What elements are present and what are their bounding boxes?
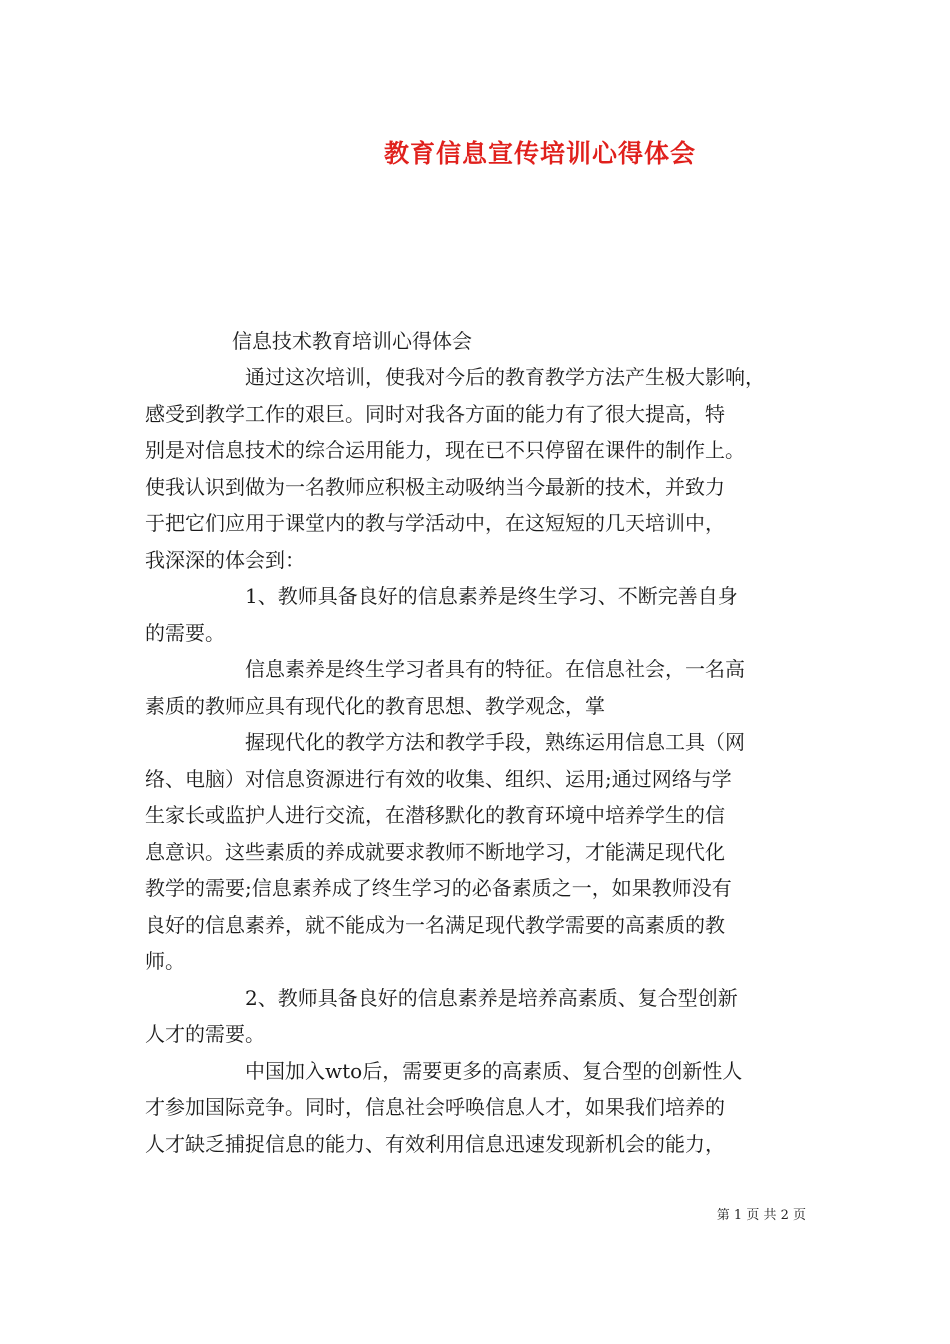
document-subtitle: 信息技术教育培训心得体会	[232, 329, 472, 353]
body-line: 于把它们应用于课堂内的教与学活动中，在这短短的几天培训中，	[145, 511, 725, 535]
body-line: 握现代化的教学方法和教学手段，熟练运用信息工具（网	[245, 730, 745, 754]
page-number: 第 1 页 共 2 页	[716, 1208, 806, 1223]
body-line: 中国加入wto后，需要更多的高素质、复合型的创新性人	[245, 1058, 743, 1083]
document-title: 教育信息宣传培训心得体会	[383, 139, 696, 168]
body-line: 人才的需要。	[145, 1022, 265, 1046]
body-line: 息意识。这些素质的养成就要求教师不断地学习，才能满足现代化	[145, 839, 725, 864]
body-line: 良好的信息素养，就不能成为一名满足现代教学需要的高素质的教	[145, 912, 725, 937]
body-line: 信息素养是终生学习者具有的特征。在信息社会，一名高	[245, 657, 745, 681]
body-line: 1、教师具备良好的信息素养是终生学习、不断完善自身	[245, 584, 738, 608]
body-line: 的需要。	[145, 620, 225, 645]
body-line: 师。	[145, 949, 185, 973]
body-line: 人才缺乏捕捉信息的能力、有效利用信息迅速发现新机会的能力，	[145, 1131, 725, 1156]
body-line: 络、电脑）对信息资源进行有效的收集、组织、运用;通过网络与学	[145, 766, 732, 791]
body-line: 教学的需要;信息素养成了终生学习的必备素质之一，如果教师没有	[145, 876, 732, 900]
body-line: 2、教师具备良好的信息素养是培养高素质、复合型创新	[245, 985, 738, 1010]
body-line: 感受到教学工作的艰巨。同时对我各方面的能力有了很大提高，特	[145, 401, 725, 426]
body-line: 素质的教师应具有现代化的教育思想、教学观念，掌	[145, 693, 605, 718]
body-line: 才参加国际竞争。同时，信息社会呼唤信息人才，如果我们培养的	[145, 1095, 725, 1119]
body-line: 通过这次培训，使我对今后的教育教学方法产生极大影响，	[245, 365, 765, 389]
body-line: 别是对信息技术的综合运用能力，现在已不只停留在课件的制作上。	[145, 438, 745, 462]
document-body	[145, 359, 820, 1162]
body-line: 我深深的体会到：	[145, 547, 305, 572]
body-line: 使我认识到做为一名教师应积极主动吸纳当今最新的技术，并致力	[145, 474, 725, 499]
body-line: 生家长或监护人进行交流，在潜移默化的教育环境中培养学生的信	[145, 803, 725, 827]
